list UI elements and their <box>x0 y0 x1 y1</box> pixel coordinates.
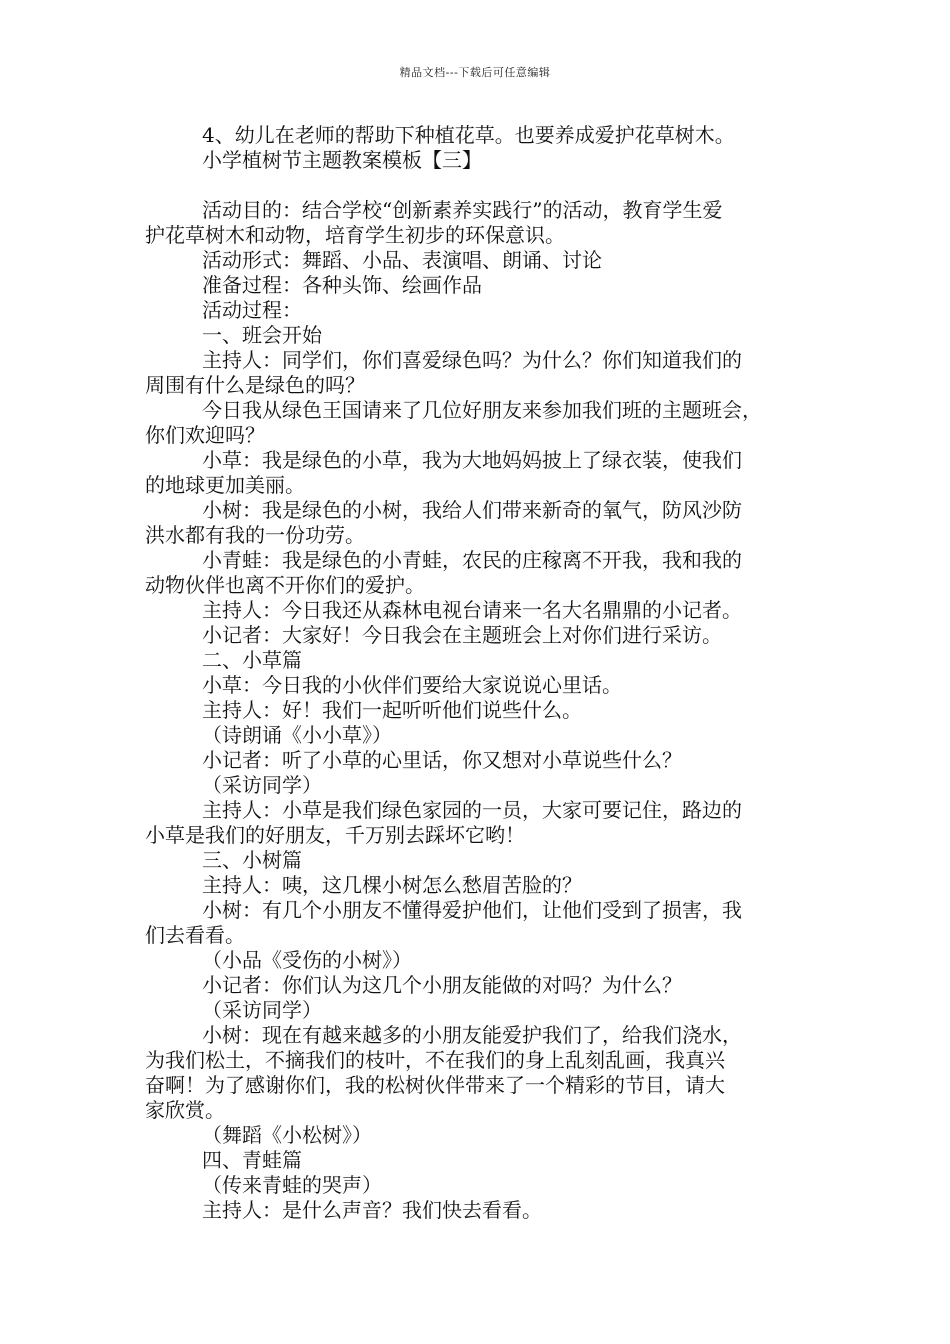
text-line: 四、青蛙篇 <box>202 1148 302 1172</box>
text-line: 护花草树木和动物，培育学生初步的环保意识。 <box>145 223 565 247</box>
text-line: （小品《受伤的小树》） <box>202 948 412 972</box>
document-body <box>145 123 825 1223</box>
text-line: 一、班会开始 <box>202 323 322 347</box>
text-line: 小草是我们的好朋友，千万别去踩坏它哟！ <box>145 823 525 847</box>
text-line: 小树：我是绿色的小树，我给人们带来新奇的氧气，防风沙防 <box>202 498 742 522</box>
text-line: 奋啊！为了感谢你们，我的松树伙伴带来了一个精彩的节目，请大 <box>145 1073 725 1097</box>
text-line: 主持人：是什么声音？我们快去看看。 <box>202 1198 542 1222</box>
text-line: 你们欢迎吗？ <box>145 423 265 447</box>
text-line: 小学植树节主题教案模板【三】 <box>202 148 482 172</box>
text-line: 小青蛙：我是绿色的小青蛙，农民的庄稼离不开我，我和我的 <box>202 548 742 572</box>
text-line: 主持人：咦，这几棵小树怎么愁眉苦脸的？ <box>202 873 582 897</box>
text-line: 小记者：你们认为这几个小朋友能做的对吗？为什么？ <box>202 973 682 997</box>
text-line: 主持人：今日我还从森林电视台请来一名大名鼎鼎的小记者。 <box>202 598 742 622</box>
text-line: 主持人：小草是我们绿色家园的一员，大家可要记住，路边的 <box>202 798 742 822</box>
text-line: 今日我从绿色王国请来了几位好朋友来参加我们班的主题班会， <box>202 398 762 422</box>
text-line: 准备过程：各种头饰、绘画作品 <box>202 273 482 297</box>
text-line: 洪水都有我的一份功劳。 <box>145 523 365 547</box>
text-line: 的地球更加美丽。 <box>145 473 305 497</box>
text-line: 主持人：好！我们一起听听他们说些什么。 <box>202 698 582 722</box>
text-line: 家欣赏。 <box>145 1098 225 1122</box>
text-line: 为我们松土，不摘我们的枝叶，不在我们的身上乱刻乱画，我真兴 <box>145 1048 725 1072</box>
text-line: 主持人：同学们，你们喜爱绿色吗？为什么？你们知道我们的 <box>202 348 742 372</box>
text-line: （诗朗诵《小小草》） <box>202 723 392 747</box>
text-line: 小树：有几个小朋友不懂得爱护他们，让他们受到了损害，我 <box>202 898 742 922</box>
text-line: 动物伙伴也离不开你们的爱护。 <box>145 573 425 597</box>
text-line: （采访同学） <box>202 773 322 797</box>
text-line: 三、小树篇 <box>202 848 302 872</box>
text-line: 小记者：大家好！今日我会在主题班会上对你们进行采访。 <box>202 623 722 647</box>
page-header: 精品文档---下载后可任意编辑 <box>399 66 551 79</box>
text-line: 们去看看。 <box>145 923 245 947</box>
text-line: 小记者：听了小草的心里话，你又想对小草说些什么？ <box>202 748 682 772</box>
text-line: 小树：现在有越来越多的小朋友能爱护我们了，给我们浇水， <box>202 1023 742 1047</box>
text-line: 活动过程： <box>202 298 302 322</box>
text-line: （舞蹈《小松树》） <box>202 1123 372 1147</box>
text-line: 活动目的：结合学校“创新素养实践行”的活动，教育学生爱 <box>202 198 723 222</box>
text-line: 周围有什么是绿色的吗？ <box>145 373 365 397</box>
text-line: 小草：今日我的小伙伴们要给大家说说心里话。 <box>202 673 622 697</box>
text-line: 4、幼儿在老师的帮助下种植花草。也要养成爱护花草树木。 <box>202 123 735 147</box>
text-line: 活动形式：舞蹈、小品、表演唱、朗诵、讨论 <box>202 248 602 272</box>
text-line: 二、小草篇 <box>202 648 302 672</box>
text-line: 小草：我是绿色的小草，我为大地妈妈披上了绿衣装，使我们 <box>202 448 742 472</box>
blank-line <box>145 173 825 198</box>
text-line: （采访同学） <box>202 998 322 1022</box>
text-line: （传来青蛙的哭声） <box>202 1173 382 1197</box>
